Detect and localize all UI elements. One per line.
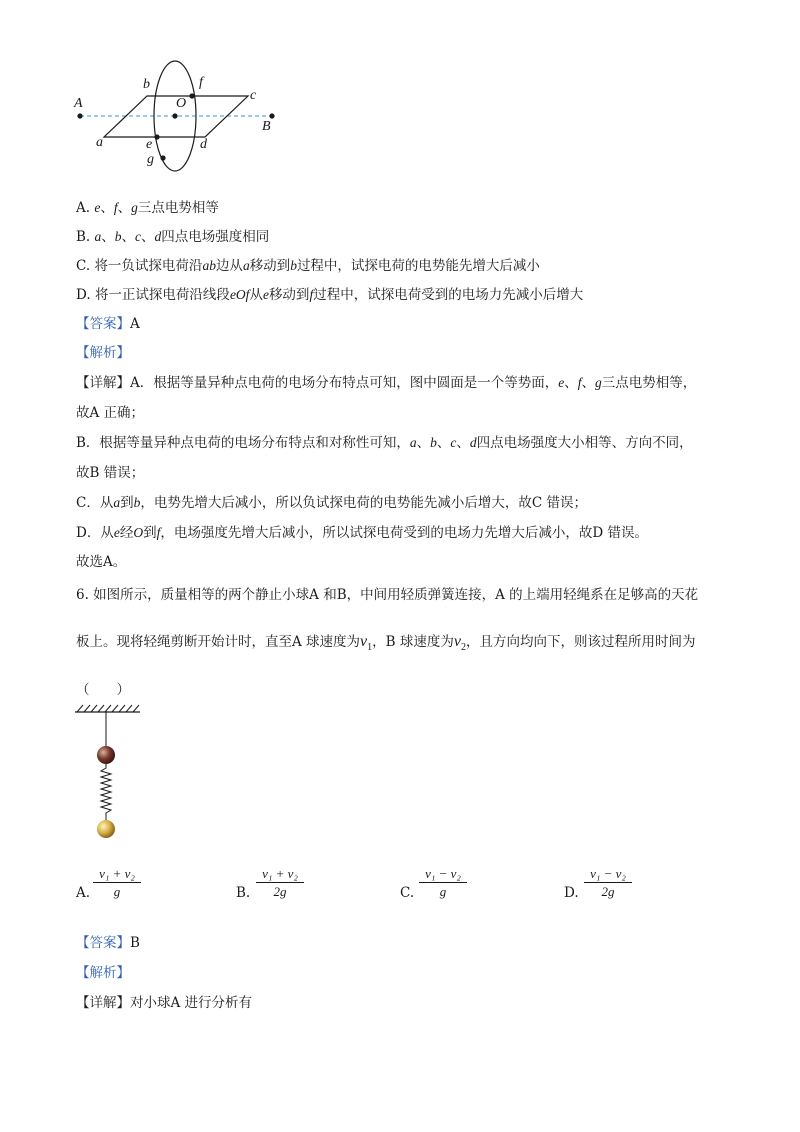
label-O: O [176, 96, 187, 111]
point-e [154, 134, 159, 139]
q6-analysis-heading: 【解析】 [76, 965, 130, 981]
q6-detail: 【详解】对小球A 进行分析有 [76, 995, 253, 1011]
q6-stem-line2: 板上。现将轻绳剪断开始计时，直至A 球速度为$v_1$，B 球速度为$v_2$，且方向均向下，则该过程所用时间为 [76, 633, 696, 654]
q5-detail-b-line2: 故B 错误； [76, 465, 145, 481]
spring-coil [101, 764, 111, 820]
ball-a [97, 746, 115, 764]
option-d-fraction: $\frac{\text{v₁ − v₂}}{2g}$ [584, 866, 632, 900]
point-O [172, 113, 177, 118]
label-B: B [262, 119, 271, 134]
option-b-fraction: $\frac{\text{v₁ + v₂}}{2g}$ [256, 866, 304, 900]
label-b: b [143, 77, 150, 92]
option-c-fraction: $\frac{\text{v₁ − v₂}}{g}$ [419, 866, 467, 900]
q5-detail-b-line1: B．根据等量异种点电荷的电场分布特点和对称性可知，a、b、c、d四点电场强度大小相等、方向不同， [76, 435, 693, 451]
q5-analysis-heading: 【解析】 [76, 345, 130, 361]
q5-option-d[interactable]: D. 将一正试探电荷沿线段eOf从e移动到f过程中，试探电荷受到的电场力先减小后增大 [76, 287, 584, 303]
q5-detail-a-line1: 【详解】A．根据等量异种点电荷的电场分布特点可知，图中圆面是一个等势面，e、f、g三点电势相等， [76, 375, 697, 391]
point-B [269, 113, 274, 118]
label-g: g [147, 152, 154, 167]
point-g [160, 155, 165, 160]
q5-conclusion: 故选A。 [76, 554, 127, 570]
label-d: d [200, 137, 207, 152]
label-e: e [146, 137, 153, 152]
v2-symbol: $v_2$ [453, 633, 466, 654]
option-a-fraction: $\frac{\text{v₁ + v₂}}{g}$ [93, 866, 141, 900]
q5-option-a[interactable]: A. e、f、g三点电势相等 [76, 200, 219, 216]
ball-b [97, 820, 115, 838]
q5-detail-d: D．从e经O到f，电场强度先增大后减小，所以试探电荷受到的电场力先增大后减小，故D 错误。 [76, 525, 648, 541]
ceiling-hatch [77, 705, 139, 712]
electric-field-figure [70, 58, 290, 173]
point-f [189, 93, 194, 98]
label-c: c [250, 88, 257, 103]
q5-detail-a-line2: 故A 正确； [76, 405, 145, 421]
v1-symbol: $v_1$ [360, 633, 373, 654]
label-a: a [96, 135, 103, 150]
label-A: A [74, 96, 83, 111]
q5-option-b[interactable]: B. a、b、c、d四点电场强度相同 [76, 229, 270, 245]
q5-answer: 【答案】A [76, 316, 140, 332]
q6-answer-blank: （ ） [76, 682, 130, 698]
q5-option-c[interactable]: C. 将一负试探电荷沿ab边从a移动到b过程中，试探电荷的电势能先增大后减小 [76, 258, 540, 274]
q5-detail-c: C．从a到b，电势先增大后减小，所以负试探电荷的电势能先减小后增大，故C 错误； [76, 495, 587, 511]
q6-answer: 【答案】B [76, 935, 140, 951]
point-A [77, 113, 82, 118]
label-f: f [199, 75, 203, 90]
spring-balls-figure [70, 700, 150, 845]
q6-stem-line1: 6. 如图所示，质量相等的两个静止小球A 和B，中间用轻质弹簧连接，A 的上端用轻绳系在足够高的天花 [76, 587, 699, 603]
